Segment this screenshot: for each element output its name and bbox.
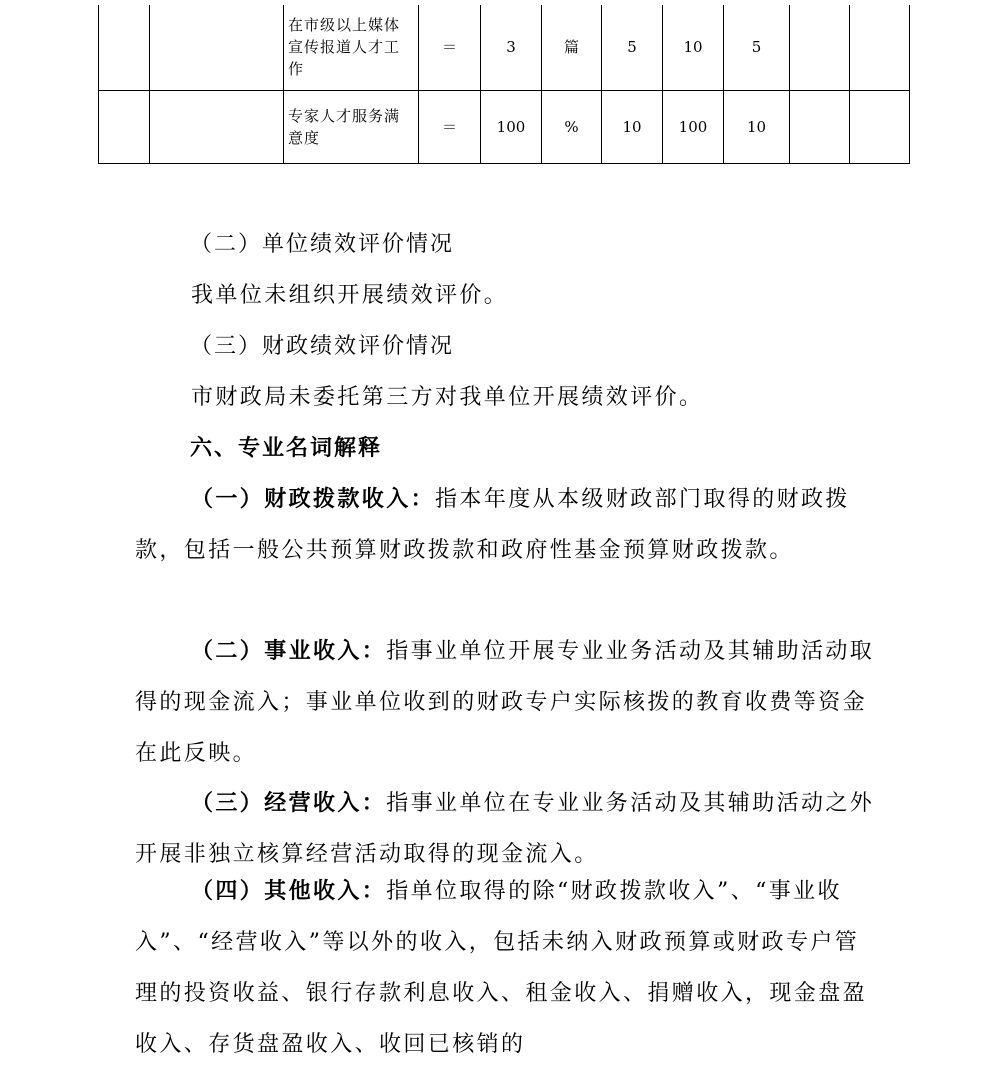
value-cell: 10: [602, 90, 663, 163]
term-definition: 指事业单位在专业业务活动及其辅助活动之外开展非独立核算经营活动取得的现金流入。: [135, 791, 875, 867]
paragraph-unit-evaluation: 我单位未组织开展绩效评价。: [191, 283, 509, 308]
value-cell: 5: [602, 5, 663, 90]
indicator-name: 专家人才服务满意度: [284, 90, 419, 163]
term-label: （四）其他收入：: [191, 878, 387, 904]
value-cell: [790, 90, 850, 163]
table-cell-empty: [150, 5, 284, 90]
table-row: [99, 5, 910, 90]
operator-cell: ＝: [419, 90, 481, 163]
value-cell: 100: [663, 90, 724, 163]
value-cell: [850, 90, 910, 163]
indicator-name: 在市级以上媒体宣传报道人才工作: [284, 5, 419, 90]
table-cell-empty: [99, 5, 150, 90]
section-heading-terms: 六、专业名词解释: [190, 435, 383, 461]
term-definition: 指单位取得的除“财政拨款收入”、“事业收入”、“经营收入”等以外的收入，包括未纳入财政预算或财政专户管理的投资收益、银行存款利息收入、租金收入、捐赠收入，现金盘盈收入、存货盘盈收入、收回已核销的: [135, 879, 868, 1057]
term-paragraph-business-income: [135, 626, 880, 779]
term-label: （三）经营收入：: [191, 790, 387, 816]
target-value-cell: 3: [481, 5, 542, 90]
term-paragraph-fiscal-appropriation: [135, 474, 880, 576]
value-cell: 10: [724, 90, 790, 163]
section-heading-unit-evaluation: （二）单位绩效评价情况: [190, 232, 455, 257]
table-cell-empty: [150, 90, 284, 163]
section-heading-finance-evaluation: （三）财政绩效评价情况: [190, 334, 455, 359]
value-cell: [790, 5, 850, 90]
paragraph-finance-evaluation: 市财政局未委托第三方对我单位开展绩效评价。: [191, 385, 704, 410]
value-cell: 5: [724, 5, 790, 90]
term-label: （一）财政拨款收入：: [191, 486, 436, 512]
target-value-cell: 100: [481, 90, 542, 163]
unit-cell: %: [542, 90, 602, 163]
value-cell: 10: [663, 5, 724, 90]
operator-cell: ＝: [419, 5, 481, 90]
term-definition: 指事业单位开展专业业务活动及其辅助活动取得的现金流入；事业单位收到的财政专户实际核拨的教育收费等资金在此反映。: [135, 639, 875, 766]
value-cell: [850, 5, 910, 90]
term-paragraph-other-income: [135, 866, 880, 1070]
term-paragraph-operating-income: [135, 778, 880, 880]
table-cell-empty: [99, 90, 150, 163]
term-definition: 指本年度从本级财政部门取得的财政拨款，包括一般公共预算财政拨款和政府性基金预算财政拨款。: [135, 487, 850, 563]
table-row: [99, 90, 910, 163]
performance-indicator-table: [98, 5, 910, 164]
term-label: （二）事业收入：: [191, 638, 387, 664]
unit-cell: 篇: [542, 5, 602, 90]
